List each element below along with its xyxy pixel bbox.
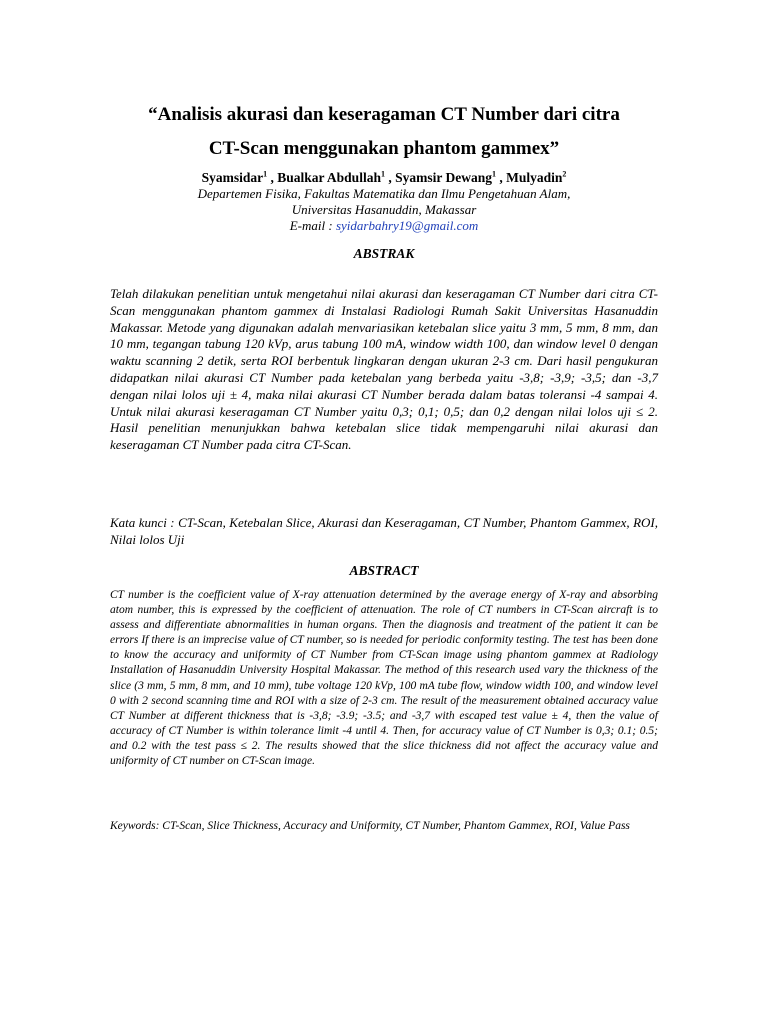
abstract-heading: ABSTRACT xyxy=(349,563,419,578)
abstrak-body: Telah dilakukan penelitian untuk mengetahui nilai akurasi dan keseragaman CT Number dari citra CT-Scan menggunakan phantom gammex di Instalasi Radiologi Rumah Sakit Universitas Hasanuddin Makassar. Metode yang digunakan adalah menvariasikan ketebalan slice yaitu 3 mm, 5 mm, 8 mm, dan 10 mm, tegangan tabung 120 kVp, arus tabung 100 mA, window width 100, dan window level 0 dengan waktu scanning 2 detik, serta ROI berbentuk lingkaran dengan ukuran 2-3 cm. Dari hasil pengukuran didapatkan nilai akurasi CT Number pada ketebalan yang berbeda yaitu -3,8; -3,9; -3,5; dan -3,7 dengan nilai lolos uji ± 4, maka nilai akurasi CT Number berada dalam batas toleransi -4 sampai 4. Untuk nilai akurasi keseragaman CT Number yaitu 0,3; 0,1; 0,5; dan 0,2 dengan nilai lolos uji ≤ 2. Hasil penelitian menunjukkan bahwa ketebalan slice tidak mempengaruhi nilai akurasi dan keseragaman CT Number pada citra CT-Scan. xyxy=(110,286,658,453)
affiliation-department: Departemen Fisika, Fakultas Matematika dan Ilmu Pengetahuan Alam, xyxy=(197,186,571,201)
author-2: Bualkar Abdullah$^1$ , xyxy=(277,169,396,185)
author-list xyxy=(60,169,708,187)
author-4: Mulyadin$^2$ xyxy=(506,169,567,185)
paper-title-line-1: “Analisis akurasi dan keseragaman CT Number dari citra xyxy=(148,104,620,125)
author-1: Syamsidar$^1$ , xyxy=(201,169,278,185)
email-link[interactable]: syidarbahry19@gmail.com xyxy=(335,218,479,233)
keywords: Keywords: CT-Scan, Slice Thickness, Accuracy and Uniformity, CT Number, Phantom Gammex, ROI, Value Pass xyxy=(110,820,630,832)
kata-kunci: Kata kunci : CT-Scan, Ketebalan Slice, Akurasi dan Keseragaman, CT Number, Phantom Gammex, ROI, Nilai lolos Uji xyxy=(110,515,658,547)
abstract-body: CT number is the coefficient value of X-ray attenuation determined by the average energy of X-ray and absorbing atom number, this is expressed by the coefficient of attenuation. The role of CT numbers in CT-Scan aircraft is to assess and differentiate abnormalities in human organs. Then the diagnosis and treatment of the patient it can be errors If there is an imprecise value of CT number, so is needed for periodic conformity testing. The test has been done to know the accuracy and uniformity of CT Number from CT-Scan image using phantom gammex at Radiology Installation of Hasanuddin University Hospital Makassar. The method of this research used vary the thickness of the slice (3 mm, 5 mm, 8 mm, and 10 mm), tube voltage 120 kVp, 100 mA tube flow, window width 100, and window level 0 with 2 second scanning time and ROI with a size of 2-3 cm. The result of the measurement obtained accuracy value CT Number at different thickness that is -3,8; -3.9; -3.5; and -3,7 with escaped test value ± 4, then the value of accuracy of CT Number is within tolerance limit -4 until 4. Then, for accuracy value of CT Number is 0,3; 0.1; 0.5; and 0.2 with the test pass ≤ 2. The results showed that the slice thickness did not affect the accuracy value and uniformity of CT number on CT-Scan image. xyxy=(110,589,658,768)
author-email xyxy=(60,218,708,234)
paper-title-line-2: CT-Scan menggunakan phantom gammex” xyxy=(208,138,560,159)
abstrak-heading: ABSTRAK xyxy=(353,246,415,261)
author-3: Syamsir Dewang$^1$ , xyxy=(395,169,507,185)
affiliation-university: Universitas Hasanuddin, Makassar xyxy=(291,202,477,217)
email-label: E-mail : xyxy=(289,218,336,233)
